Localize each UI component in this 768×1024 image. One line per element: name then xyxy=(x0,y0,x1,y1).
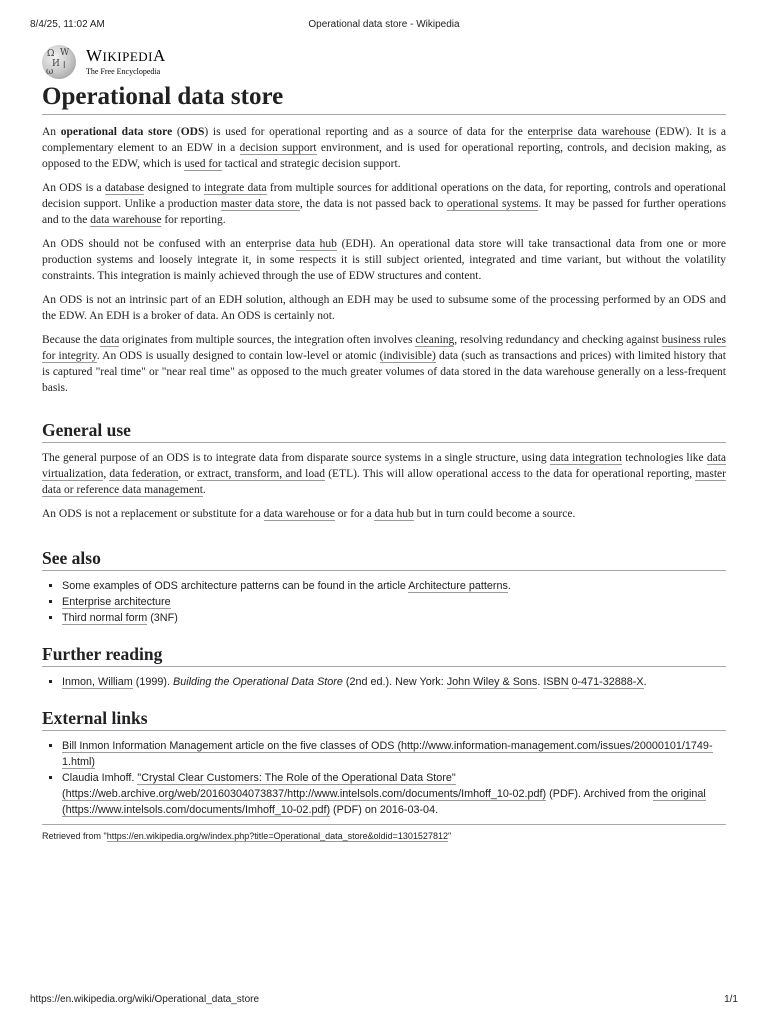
link-data-integration[interactable]: data integration xyxy=(549,452,622,464)
link-cleaning[interactable]: cleaning xyxy=(415,334,455,346)
link-third-normal-form[interactable]: Third normal form xyxy=(62,612,148,624)
heading-further-reading: Further reading xyxy=(42,642,726,667)
intro-paragraph-4: An ODS is not an intrinsic part of an EDH solution, although an EDH may be used to subsume some of the processing performed by an ODS and the EDW. An EDH is a broker of data. An ODS is certainly not. xyxy=(42,294,726,322)
heading-external-links: External links xyxy=(42,706,726,731)
heading-see-also: See also xyxy=(42,546,726,571)
link-data-hub-2[interactable]: data hub xyxy=(374,508,414,520)
intro-paragraph-2: An ODS is a database designed to integrate data from multiple sources for additional operations on the data, for reporting, controls and operational decision support. Unlike a production master data store, the data is not passed back to operational systems. It may be passed for further operations and to the data warehouse for reporting. xyxy=(42,182,727,226)
link-enterprise-architecture[interactable]: Enterprise architecture xyxy=(62,596,171,608)
link-business-rules[interactable]: business rules for integrity xyxy=(42,334,726,362)
link-permanent[interactable]: https://en.wikipedia.org/w/index.php?title=Operational_data_store&oldid=1301527812 xyxy=(106,831,448,841)
link-master-data-store[interactable]: master data store xyxy=(220,198,300,210)
link-crystal-clear-customers[interactable]: "Crystal Clear Customers: The Role of the Operational Data Store" (https://web.archive.org/web/20160304073837/http://www.intelsols.com/documents/Imhoff_10-02.pdf) xyxy=(62,772,547,800)
link-data-federation[interactable]: data federation xyxy=(109,468,179,480)
link-integrate-data[interactable]: integrate data xyxy=(204,182,267,194)
link-original-pdf[interactable]: the original (https://www.intelsols.com/documents/Imhoff_10-02.pdf) xyxy=(62,788,706,816)
print-datetime: 8/4/25, 11:02 AM xyxy=(30,19,105,30)
retrieved-from: Retrieved from "https://en.wikipedia.org/w/index.php?title=Operational_data_store&oldid=1301527812" xyxy=(42,824,726,841)
link-data-warehouse-2[interactable]: data warehouse xyxy=(263,508,335,520)
print-footer xyxy=(0,994,768,1008)
link-indivisible[interactable]: (indivisible) xyxy=(379,350,436,362)
print-page-number: 1/1 xyxy=(724,994,738,1005)
link-data[interactable]: data xyxy=(100,334,120,346)
link-inmon-article[interactable]: Bill Inmon Information Management article on the five classes of ODS (http://www.information-management.com/issues/20000101/1749-1.html) xyxy=(62,740,713,768)
link-data-hub[interactable]: data hub xyxy=(295,238,337,250)
link-operational-systems[interactable]: operational systems xyxy=(446,198,539,210)
link-inmon-william[interactable]: Inmon, William xyxy=(62,676,133,688)
list-item: ▪ Some examples of ODS architecture patterns can be found in the article Architecture patterns. xyxy=(62,578,726,594)
list-item: ▪ Claudia Imhoff. "Crystal Clear Customers: The Role of the Operational Data Store" (https://web.archive.org/web/20160304073837/http://www.intelsols.com/documents/Imhoff_10-02.pdf) (PDF). Archived from the original (https://www.intelsols.com/documents/Imhoff_10-02.pdf) (PDF) on 2016-03-04. xyxy=(62,770,726,818)
link-data-warehouse[interactable]: data warehouse xyxy=(90,214,162,226)
print-header xyxy=(0,19,768,33)
link-data-virtualization[interactable]: data virtualization xyxy=(42,452,726,480)
list-item: ▪ Inmon, William (1999). Building the Operational Data Store (2nd ed.). New York: John Wiley & Sons. ISBN 0-471-32888-X. xyxy=(62,674,726,690)
general-use-paragraph-2: An ODS is not a replacement or substitute for a data warehouse or for a data hub but in turn could become a source. xyxy=(42,508,576,520)
list-item xyxy=(62,594,726,610)
further-reading-list xyxy=(42,674,726,690)
link-john-wiley[interactable]: John Wiley & Sons xyxy=(446,676,538,688)
link-architecture-patterns[interactable]: Architecture patterns xyxy=(408,580,508,592)
page-title: Operational data store xyxy=(42,82,726,115)
link-enterprise-data-warehouse[interactable]: enterprise data warehouse xyxy=(527,126,651,138)
wikipedia-wordmark: WIKIPEDIA xyxy=(86,46,166,65)
list-item xyxy=(62,738,726,770)
wikipedia-tagline: The Free Encyclopedia xyxy=(86,67,161,76)
link-decision-support[interactable]: decision support xyxy=(239,142,317,154)
link-master-data-management[interactable]: master data or reference data management xyxy=(42,468,726,496)
link-isbn[interactable]: ISBN xyxy=(543,676,569,688)
print-title: Operational data store - Wikipedia xyxy=(308,19,460,30)
see-also-list xyxy=(42,578,726,626)
intro-paragraph-3: An ODS should not be confused with an enterprise data hub (EDH). An operational data store will take transactional data from one or more production systems and loosely integrate it, in some respects it is still subject oriented, integrated and time variant, but without the volatility constraints. This integration is mainly achieved through the use of EDW structures and content. xyxy=(42,238,726,282)
link-etl[interactable]: extract, transform, and load xyxy=(197,468,325,480)
heading-general-use: General use xyxy=(42,418,726,443)
intro-paragraph-5: Because the data originates from multiple sources, the integration often involves cleaning, resolving redundancy and checking against business rules for integrity. An ODS is usually designed to contain low-level or atomic (indivisible) data (such as transactions and prices) with limited history that is captured "real time" or "near real time" as opposed to the much greater volumes of data stored in the data warehouse generally on a less-frequent basis. xyxy=(42,334,726,394)
link-database[interactable]: database xyxy=(104,182,145,194)
general-use-paragraph-1: The general purpose of an ODS is to integrate data from disparate source systems in a single structure, using data integration technologies like data virtualization, data federation, or extract, transform, and load (ETL). This will allow operational access to the data for operational reporting, master data or reference data management. xyxy=(42,452,726,496)
link-isbn-number[interactable]: 0-471-32888-X xyxy=(571,676,644,688)
intro-paragraph-1: An operational data store (ODS) is used for operational reporting and as a source of data for the enterprise data warehouse (EDW). It is a complementary element to an EDW in a decision support environment, and is used for operational reporting, controls, and decision making, as opposed to the EDW, which is used for tactical and strategic decision support. xyxy=(42,126,727,170)
list-item: ▪ Third normal form (3NF) xyxy=(62,610,726,626)
print-url: https://en.wikipedia.org/wiki/Operational_data_store xyxy=(30,994,260,1005)
link-used-for[interactable]: used for xyxy=(184,158,222,170)
wikipedia-logo[interactable] xyxy=(42,43,726,79)
article-page xyxy=(42,43,726,841)
wikipedia-globe-icon: Ω W И ا ω xyxy=(42,45,76,79)
external-links-list xyxy=(42,738,726,818)
